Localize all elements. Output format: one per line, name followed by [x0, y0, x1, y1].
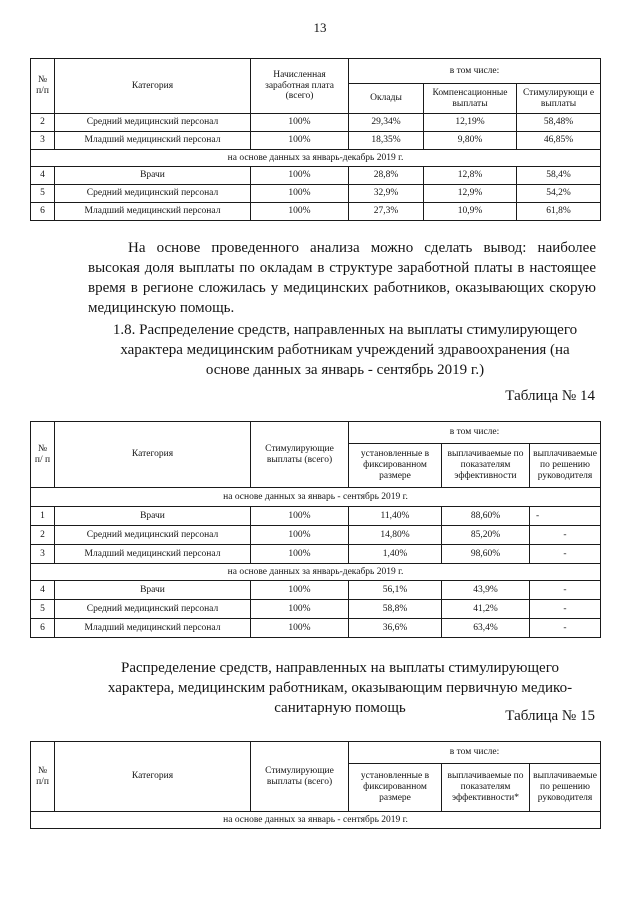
- table-14-label: Таблица № 14: [505, 388, 595, 404]
- group-header: на основе данных за январь - сентябрь 2019 г.: [31, 812, 601, 829]
- col-total-header: Стимулирующие выплаты (всего): [251, 422, 349, 488]
- table-row: 1 Врачи 100% 11,40% 88,60% -: [31, 507, 601, 526]
- table-row: 2 Средний медицинский персонал 100% 14,80% 85,20% -: [31, 526, 601, 545]
- table-row: 4 Врачи 100% 28,8% 12,8% 58,4%: [31, 167, 601, 185]
- col-num-header: № п/п: [31, 59, 55, 114]
- col-incl-header: в том числе:: [349, 742, 601, 764]
- table-row: 5 Средний медицинский персонал 100% 32,9% 12,9% 54,2%: [31, 185, 601, 203]
- col-3-header: выплачиваемые по решению руководителя: [530, 444, 601, 488]
- col-3-header: Стимулирующи е выплаты: [517, 84, 601, 114]
- col-category-header: Категория: [55, 59, 251, 114]
- conclusion-paragraph: На основе проведенного анализа можно сделать вывод: наиболее высокая доля выплаты по окладам в структуре заработной платы в настоящее время в регионе сложилась у медицинских работников, оказывающих скорую медицинскую помощь.: [88, 240, 596, 316]
- table-15-label: Таблица № 15: [505, 708, 595, 724]
- table-row: 3 Младший медицинский персонал 100% 18,35% 9,80% 46,85%: [31, 132, 601, 150]
- col-category-header: Категория: [55, 742, 251, 812]
- table-15: [30, 741, 601, 829]
- col-2-header: выплачиваемые по показателям эффективности: [442, 444, 530, 488]
- group-header: на основе данных за январь - сентябрь 2019 г.: [31, 488, 601, 507]
- col-num-header: № п/ п: [31, 422, 55, 488]
- col-1-header: установленные в фиксированном размере: [349, 764, 442, 812]
- col-total-header: Начисленная заработная плата (всего): [251, 59, 349, 114]
- table-13: [30, 58, 601, 221]
- col-total-header: Стимулирующие выплаты (всего): [251, 742, 349, 812]
- col-2-header: Компенсационные выплаты: [424, 84, 517, 114]
- col-3-header: выплачиваемые по решению руководителя: [530, 764, 601, 812]
- group-header: на основе данных за январь-декабрь 2019 г.: [31, 564, 601, 581]
- col-2-header: выплачиваемые по показателям эффективности*: [442, 764, 530, 812]
- table-row: 4 Врачи 100% 56,1% 43,9% -: [31, 581, 601, 600]
- col-1-header: установленные в фиксированном размере: [349, 444, 442, 488]
- section-title: 1.8. Распределение средств, направленных на выплаты стимулирующего характера медицинским работникам учреждений здравоохранения (на основе данных за январь - сентябрь 2019 г.): [112, 322, 578, 378]
- col-incl-header: в том числе:: [349, 422, 601, 444]
- group-header: на основе данных за январь-декабрь 2019 г.: [31, 150, 601, 167]
- subtitle: Распределение средств, направленных на выплаты стимулирующего характера, медицинским работникам, оказывающим первичную медико-санитарную помощь: [107, 660, 573, 716]
- col-incl-header: в том числе:: [349, 59, 601, 84]
- page-number: 13: [313, 20, 327, 35]
- table-row: 6 Младший медицинский персонал 100% 27,3% 10,9% 61,8%: [31, 203, 601, 221]
- table-row: 6 Младший медицинский персонал 100% 36,6% 63,4% -: [31, 619, 601, 638]
- table-row: 5 Средний медицинский персонал 100% 58,8% 41,2% -: [31, 600, 601, 619]
- col-category-header: Категория: [55, 422, 251, 488]
- table-row: 3 Младший медицинский персонал 100% 1,40% 98,60% -: [31, 545, 601, 564]
- col-num-header: № п/п: [31, 742, 55, 812]
- table-row: 2 Средний медицинский персонал 100% 29,34% 12,19% 58,48%: [31, 114, 601, 132]
- col-1-header: Оклады: [349, 84, 424, 114]
- table-14: [30, 421, 601, 638]
